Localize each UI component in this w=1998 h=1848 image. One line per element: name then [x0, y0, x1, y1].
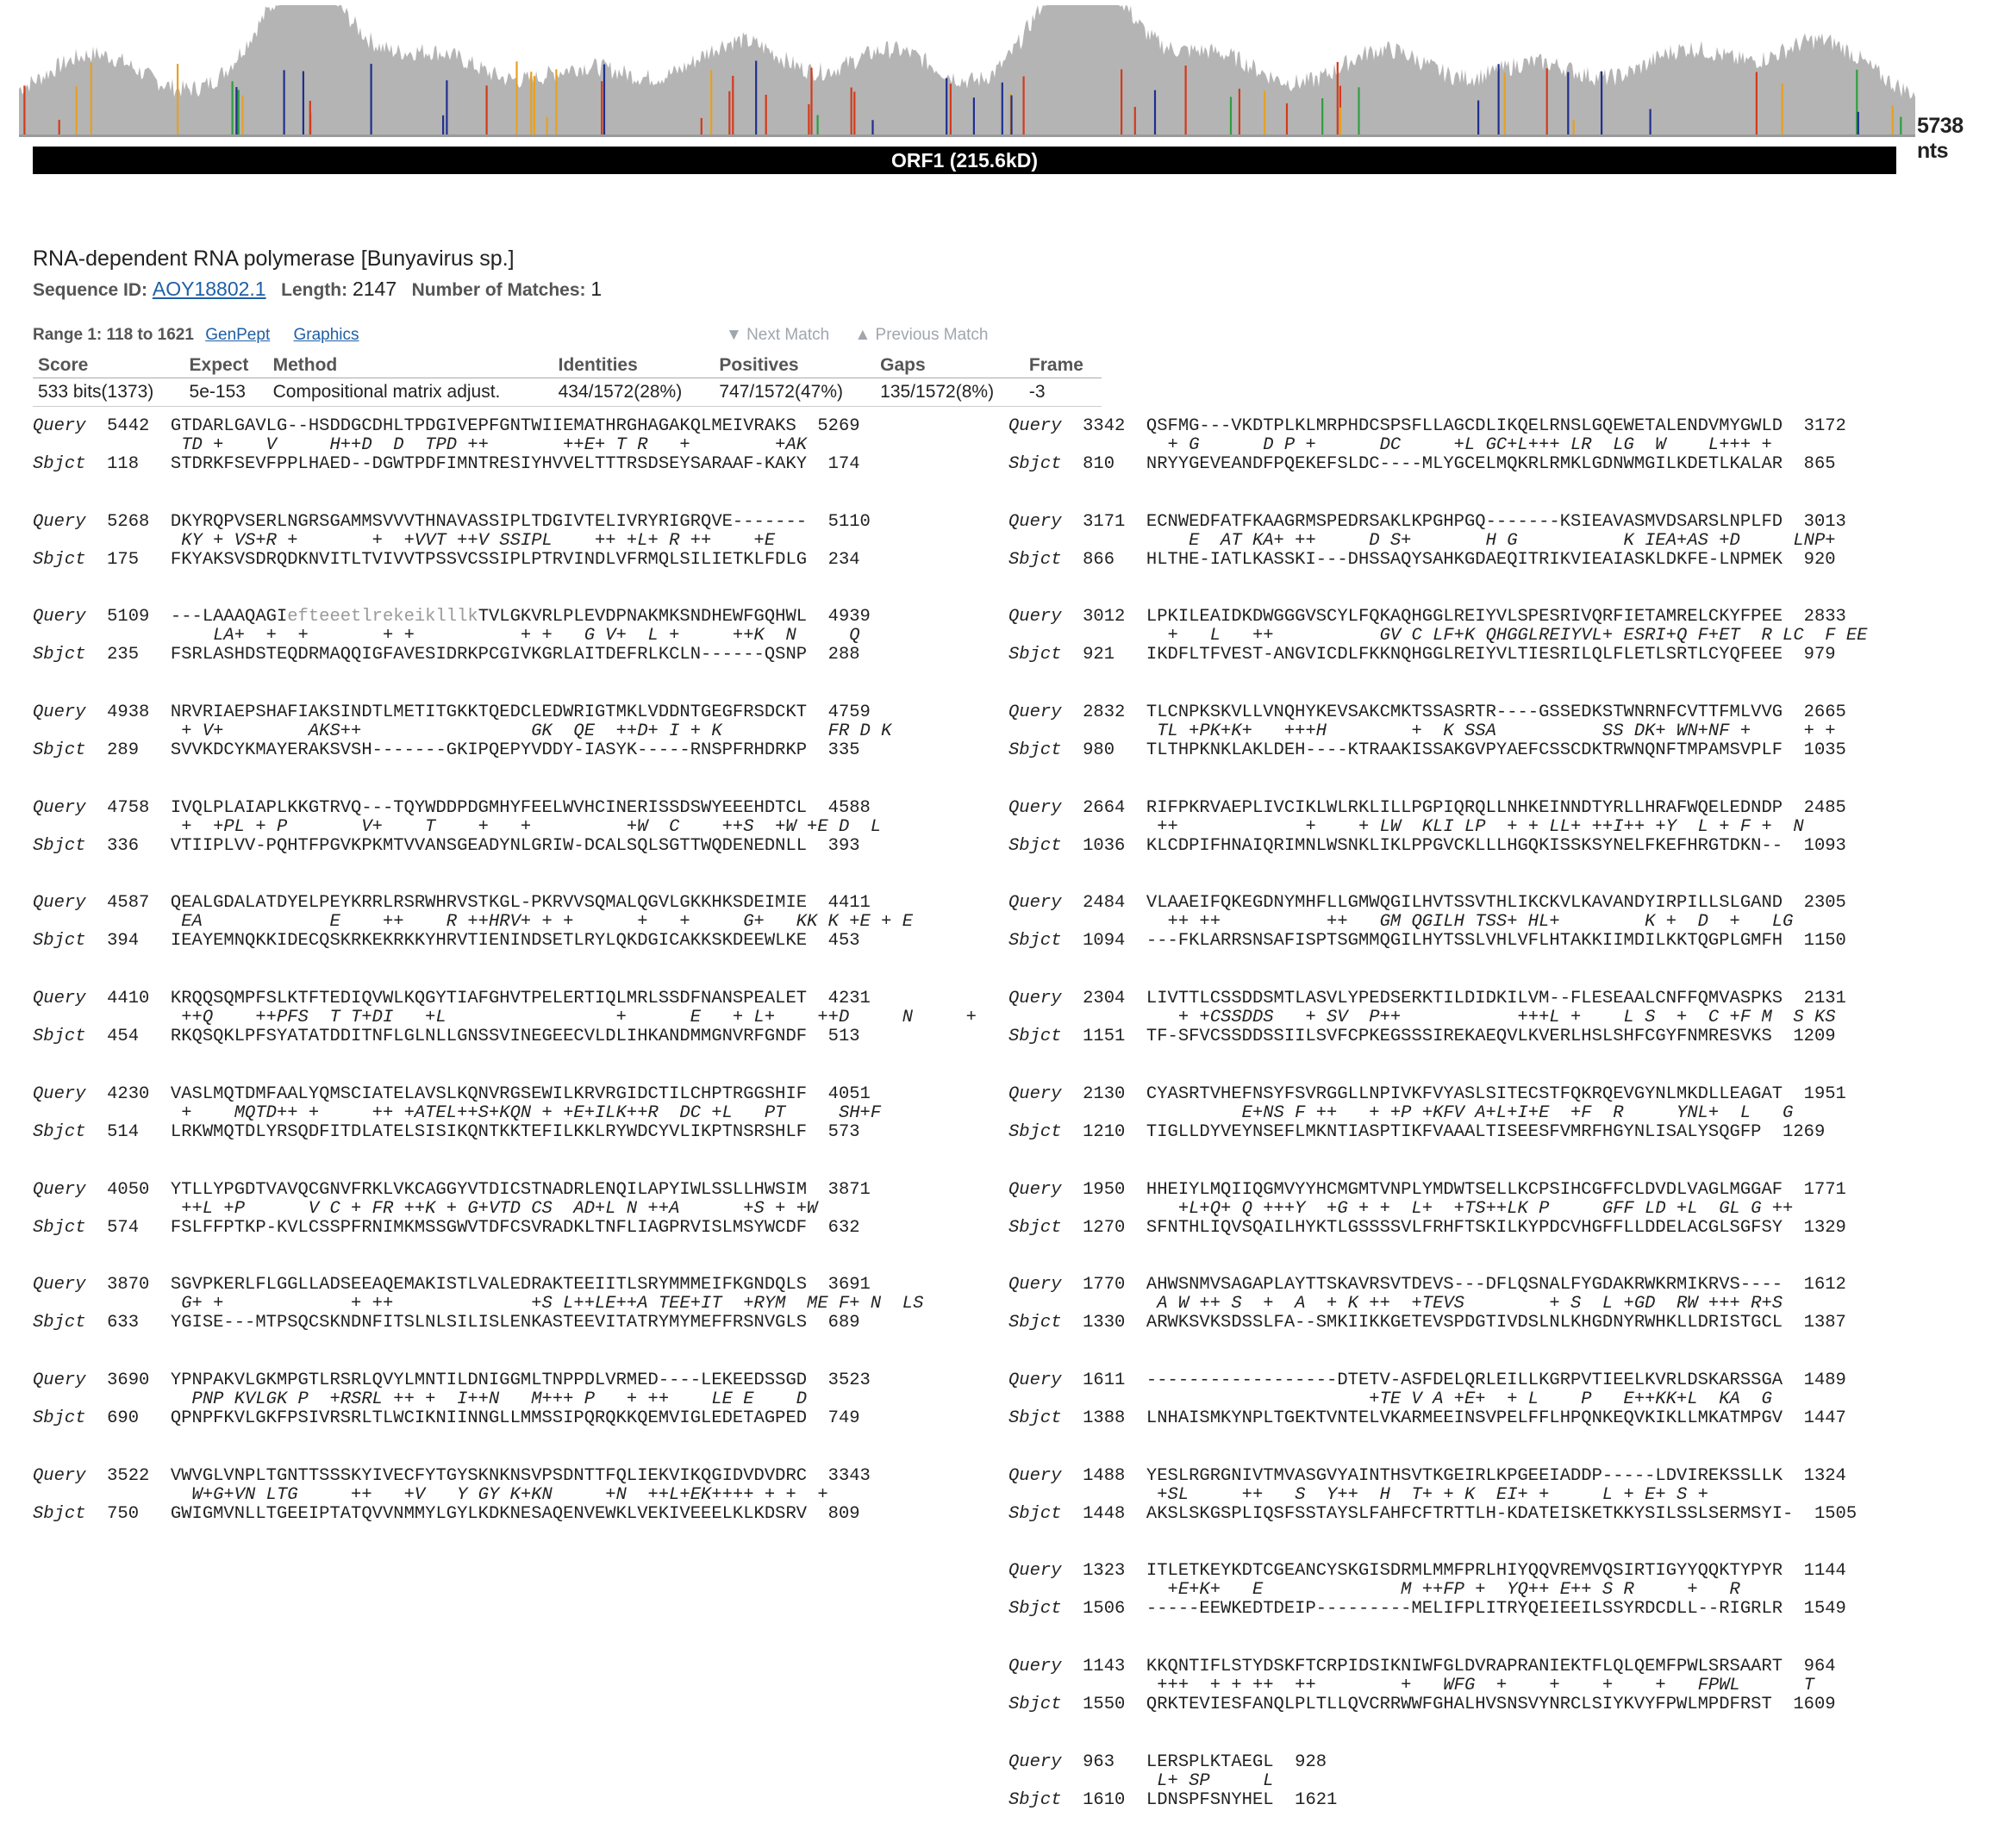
alignment-block: [1008, 1371, 1867, 1428]
variant-marker: [1892, 105, 1894, 134]
variant-marker: [1286, 103, 1288, 134]
alignment-block: [33, 417, 977, 474]
variant-marker: [973, 97, 975, 134]
alignment-block: [1008, 799, 1867, 856]
alignment-query-line: Query 1488 YESLRGRGNIVTMVASGVYAINTHSVTKGEIRLKPGEEIADDP-----LDVIREKSSLLK 1324: [1008, 1465, 1846, 1486]
coverage-baseline: [19, 134, 1915, 137]
alignment-sbjct-line: Sbjct 1151 TF-SFVCSSDDSSIILSVFCPKEGSSSIREKAEQVLKVERLHSLSHFCGYFNMRESVKS 1209: [1008, 1027, 1836, 1047]
alignment-sbjct-line: Sbjct 235 FSRLASHDSTEQDRMAQQIGFAVESIDRKPCGIVKGRLAITDEFRLKCLN------QSNP 288: [33, 645, 860, 665]
alignment-midline-line: +L+Q+ Q +++Y +G + + L+ +TS++LK P GFF LD +L GL G ++: [1008, 1198, 1794, 1219]
alignment-sbjct-line: Sbjct 175 FKYAKSVSDRQDKNVITLTVIVVTPSSVCSSIPLPTRVINDLVFRMQLSILIETKLFDLG 234: [33, 549, 860, 570]
alignment-midline-line: +E+K+ E M ++FP + YQ++ E++ S R + R: [1008, 1580, 1740, 1601]
alignment-query-line: Query 4410 KRQQSQMPFSLKTFTEDIQVWLKQGYTIAFGHVTPELERTIQLMRLSSDFNANSPEALET 4231: [33, 989, 871, 1009]
variant-marker: [810, 68, 812, 134]
variant-marker: [1358, 87, 1359, 134]
alignment-query-line: Query 4938 NRVRIAEPSHAFIAKSINDTLMETITGKKTQEDCLEDWRIGTMKLVDDNTGEGFRSDCKT 4759: [33, 702, 871, 723]
score-value-cell: 135/1572(8%): [875, 378, 1024, 407]
score-header-cell: Expect: [184, 353, 268, 378]
score-value-cell: 747/1572(47%): [714, 378, 875, 407]
score-table: [33, 353, 1102, 407]
alignment-sbjct-line: Sbjct 394 IEAYEMNQKKIDECQSKRKEKRKKYHRVTIENINDSETLRYLQKDGICAKKSKDEEWLKE 453: [33, 931, 860, 952]
variant-marker: [23, 85, 25, 134]
variant-marker: [91, 63, 92, 135]
alignment-column-right: [1008, 417, 1867, 1848]
alignment-midline-line: +++ + + ++ ++ + WFG + + + + FPWL T: [1008, 1675, 1814, 1695]
variant-marker: [1339, 108, 1341, 134]
alignment-query-line: Query 4230 VASLMQTDMFAALYQMSCIATELAVSLKQNVRGSEWILKRVRGIDCTILCHPTRGGSHIF 4051: [33, 1083, 871, 1104]
variant-marker: [1239, 89, 1240, 134]
alignment-midline-line: E AT KA+ ++ D S+ H G K IEA+AS +D LNP+: [1008, 530, 1836, 551]
variant-marker: [371, 64, 372, 134]
variant-marker: [755, 61, 757, 135]
variant-marker: [1010, 96, 1012, 134]
length-label: Length:: [281, 280, 348, 300]
variant-marker: [1650, 109, 1651, 135]
graphics-link[interactable]: Graphics: [293, 326, 359, 344]
alignment-query-line: Query 3171 ECNWEDFATFKAAGRMSPEDRSAKLKPGHPGQ-------KSIEAVASMVDSARSLNPLFD 3013: [1008, 511, 1846, 532]
variant-marker: [851, 88, 852, 135]
variant-marker: [701, 118, 702, 134]
variant-marker: [1154, 91, 1156, 134]
alignment-query-line: Query 2130 CYASRTVHEFNSYFSVRGGLLNPIVKFVYASLSITECSTFQKRQEVGYNLMKDLLEAGAT 1951: [1008, 1083, 1846, 1104]
alignment-midline-line: + L ++ GV C LF+K QHGGLREIYVL+ ESRI+Q F+ET R LC F EE: [1008, 626, 1868, 646]
alignment-block: [1008, 417, 1867, 474]
alignment-block: [1008, 1085, 1867, 1142]
alignment-midline-line: PNP KVLGK P +RSRL ++ + I++N M+++ P + ++ LE E D: [33, 1389, 808, 1409]
variant-marker: [442, 116, 444, 134]
alignment-block: [33, 990, 977, 1046]
variant-marker: [1601, 72, 1602, 134]
variant-marker: [765, 95, 767, 134]
alignment-sbjct-line: Sbjct 514 LRKWMQTDLYRSQDFITDLATELSISIKQNTKKTEFILKKLRYWDCYVLIKPTNSRSHLF 573: [33, 1121, 860, 1142]
variant-marker: [284, 70, 285, 134]
alignment-query-line: Query 4587 QEALGDALATDYELPEYKRRLRSRWHRVSTKGL-PKRVVSQMALQGVLGKKHKSDEIMIE 4411: [33, 893, 871, 914]
range-line: [33, 326, 372, 345]
alignment-block: [1008, 703, 1867, 760]
variant-marker: [534, 76, 535, 134]
alignment-block: [1008, 1181, 1867, 1238]
variant-marker: [235, 87, 237, 134]
alignment-midline-line: +SL ++ S Y++ H T+ + K EI+ + L + E+ S +: [1008, 1484, 1708, 1505]
variant-marker: [59, 120, 60, 134]
alignment-midline-line: TD + V H++D D TPD ++ ++E+ T R + +AK: [33, 435, 808, 455]
score-header-cell: Method: [268, 353, 553, 378]
variant-marker: [515, 61, 517, 134]
score-header-row: [33, 353, 1102, 378]
alignment-sbjct-line: Sbjct 289 SVVKDCYKMAYERAKSVSH-------GKIPQEPYVDDY-IASYK-----RNSPFRHDRKP 335: [33, 740, 860, 761]
variant-marker: [486, 85, 488, 134]
alignment-sbjct-line: Sbjct 1036 KLCDPIFHNAIQRIMNLWSNKLIKLPPGVCKLLLHGQKISSKSYNELFKEFHRGTDKN-- 1093: [1008, 835, 1846, 856]
matches-label: Number of Matches:: [411, 280, 586, 300]
alignment-sbjct-line: Sbjct 921 IKDFLTFVEST-ANGVICDLFKKNQHGGLREIYVLTIESRILQLFLETLSRTLCYQFEEE 979: [1008, 645, 1836, 665]
alignment-block: [1008, 1276, 1867, 1333]
alignment-query-line: Query 3012 LPKILEAIDKDWGGGVSCYLFQKAQHGGLREIYVLSPESRIVQRFIETAMRELCKYFPEE 2833: [1008, 607, 1846, 627]
previous-match-button[interactable]: ▲ Previous Match: [854, 326, 989, 344]
variant-marker: [1230, 97, 1232, 134]
variant-marker: [1121, 69, 1122, 134]
alignment-midline-line: G+ + + ++ +S L++LE++A TEE+IT +RYM ME F+ N LS: [33, 1294, 924, 1314]
alignment-block: [1008, 1467, 1867, 1524]
alignment-query-line: Query 3690 YPNPAKVLGKMPGTLRSRLQVYLMNTILDNIGGMLTNPPDLVRMED----LEKEEDSSGD 3523: [33, 1370, 871, 1390]
alignment-query-line: Query 2304 LIVTTLCSSDDSMTLASVLYPEDSERKTILDIDKILVM--FLESEAALCNFFQMVASPKS 2131: [1008, 989, 1846, 1009]
alignment-block: [33, 513, 977, 570]
variant-marker: [1185, 66, 1187, 134]
genpept-link[interactable]: GenPept: [205, 326, 271, 344]
alignment-sbjct-line: Sbjct 866 HLTHE-IATLKASSKI---DHSSAQYSAHKGDAEQITRIKVIEAIASKLDKFE-LNPMEK 920: [1008, 549, 1836, 570]
variant-marker: [1023, 77, 1025, 134]
variant-marker: [1567, 72, 1569, 134]
alignment-midline-line: + MQTD++ + ++ +ATEL++S+KQN + +E+ILK++R DC +L PT SH+F: [33, 1102, 882, 1123]
alignment-sbjct-line: Sbjct 1610 LDNSPFSNYHEL 1621: [1008, 1789, 1338, 1810]
alignment-block: [1008, 513, 1867, 570]
score-header-cell: Identities: [553, 353, 715, 378]
variant-marker: [309, 101, 311, 134]
alignment-query-line: Query 2664 RIFPKRVAEPLIVCIKLWLRKLILLPGPIQRQLLNHKEINNDTYRLLHRAFWQELEDNDP 2485: [1008, 797, 1846, 818]
alignment-query-line: Query 3342 QSFMG---VKDTPLKLMRPHDCSPSFLLAGCDLIKQELRNSLGQEWETALENDVMYGWLD 3172: [1008, 416, 1846, 436]
variant-marker: [555, 69, 557, 134]
alignment-sbjct-line: Sbjct 1094 ---FKLARRSNSAFISPTSGMMQGILHYTSSLVHLVFLHTAKKIIMDILKKTQGPLGMFH 1150: [1008, 931, 1846, 952]
variant-marker: [1782, 84, 1783, 134]
score-values-row: [33, 378, 1102, 407]
variant-marker: [76, 86, 78, 134]
alignment-query-line: Query 1323 ITLETKEYKDTCGEANCYSKGISDRMLMMFPRLHIYQQVREMVQSIRTIGYYQQKTYPYR 1144: [1008, 1561, 1846, 1582]
variant-marker: [1498, 64, 1500, 134]
alignment-query-line: Query 2832 TLCNPKSKVLLVNQHYKEVSAKCMKTSSASRTR----GSSEDKSTWNRNFCVTTFMLVVG 2665: [1008, 702, 1846, 723]
matches-value: 1: [590, 278, 603, 300]
alignment-query-line: Query 4050 YTLLYPGDTVAVQCGNVFRKLVKCAGGYVTDICSTNADRLENQILAPYIWLSSLLHWSIM 3871: [33, 1179, 871, 1200]
alignment-block: [33, 799, 977, 856]
variant-marker: [1264, 91, 1265, 135]
alignment-midline-line: KY + VS+R + + +VVT ++V SSIPL ++ +L+ R ++ +E: [33, 530, 776, 551]
alignment-midline-line: + V+ AKS++ GK QE ++D+ I + K FR D K: [33, 721, 892, 742]
alignment-sbjct-line: Sbjct 574 FSLFFPTKP-KVLCSSPFRNIMKMSSGWVTDFCSVRADKLTNFLIAGPRVISLMSYWCDF 632: [33, 1217, 860, 1238]
score-header-cell: Positives: [714, 353, 875, 378]
alignment-block: [33, 703, 977, 760]
sequence-id-link[interactable]: AOY18802.1: [152, 278, 266, 300]
alignment-block: [1008, 1753, 1867, 1810]
length-value: 2147: [352, 278, 397, 300]
next-match-button[interactable]: ▼ Next Match: [726, 326, 830, 344]
alignment-midline-line: EA E ++ R ++HRV+ + + + + G+ KK K +E + E: [33, 912, 914, 933]
variant-marker: [241, 96, 243, 134]
variant-marker: [1573, 120, 1575, 134]
alignment-block: [1008, 608, 1867, 665]
score-header-cell: Frame: [1024, 353, 1102, 378]
alignment-midline-line: +TE V A +E+ + L P E++KK+L KA G: [1008, 1389, 1772, 1409]
alignment-query-line: Query 3870 SGVPKERLFLGGLLADSEEAQEMAKISTLVALEDRAKTEEIITLSRYMMMEIFKGNDQLS 3691: [33, 1275, 871, 1295]
alignment-sbjct-line: Sbjct 454 RKQSQKLPFSYATATDDITNFLGLNLLGNSSVINEGEECVLDLIHKANDMMGNVRFGNDF 513: [33, 1027, 860, 1047]
alignment-sbjct-line: Sbjct 1388 LNHAISMKYNPLTGEKTVNTELVKARMEEINSVPELFFLHPQNKEQVKIKLLMKATMPGV 1447: [1008, 1408, 1846, 1428]
variant-marker: [1858, 112, 1859, 134]
variant-marker: [871, 120, 873, 134]
alignment-sbjct-line: Sbjct 1506 -----EEWKEDTDEIP---------MELIFPLITRYQEIEEILSSYRDCDLL--RIGRLR 1549: [1008, 1599, 1846, 1620]
alignment-midline-line: LA+ + + + + + + G V+ L + ++K N Q: [33, 626, 860, 646]
hit-meta: [33, 278, 602, 301]
score-header-cell: Score: [33, 353, 184, 378]
alignment-block: [33, 1276, 977, 1333]
alignment-midline-line: E+NS F ++ + +P +KFV A+L+I+E +F R YNL+ L G: [1008, 1102, 1794, 1123]
alignment-midline-line: W+G+VN LTG ++ +V Y GY K+KN +N ++L+EK++++ + + +: [33, 1484, 828, 1505]
variant-marker: [603, 65, 605, 134]
alignment-sbjct-line: Sbjct 1448 AKSLSKGSPLIQSFSSTAYSLFAHFCFTRTTLH-KDATEISKETKKYSILSSLSERMSYI- 1505: [1008, 1503, 1858, 1524]
alignment-sbjct-line: Sbjct 633 YGISE---MTPSQCSKNDNFITSLNLSILISLENKASTEEVITATRYMYMEFFRSNVGLS 689: [33, 1313, 860, 1333]
alignment-midline-line: L+ SP L: [1008, 1770, 1274, 1791]
hit-title: RNA-dependent RNA polymerase [Bunyavirus sp.]: [33, 247, 515, 271]
score-value-cell: Compositional matrix adjust.: [268, 378, 553, 407]
alignment-block: [1008, 894, 1867, 951]
variant-marker: [1321, 98, 1323, 134]
alignment-block: [33, 1371, 977, 1428]
sequence-id-label: Sequence ID:: [33, 280, 148, 300]
variant-marker: [853, 91, 855, 134]
variant-marker: [232, 81, 234, 134]
alignment-midline-line: A W ++ S + A + K ++ +TEVS + S L +GD RW +++ R+S: [1008, 1294, 1783, 1314]
alignment-sbjct-line: Sbjct 750 GWIGMVNLLTGEEIPTATQVVNMMYLGYLKDKNESAQENVEWKLVEKIVEEELKLKDSRV 809: [33, 1503, 860, 1524]
alignment-column-left: [33, 417, 977, 1562]
alignment-query-line: Query 1143 KKQNTIFLSTYDSKFTCRPIDSIKNIWFGLDVRAPRANIEKTFLQLQEMFPWLSRSAART 964: [1008, 1656, 1836, 1676]
variant-marker: [530, 72, 532, 134]
alignment-query-line: Query 3522 VWVGLVNPLTGNTTSSSKYIVECFYTGYSKNKNSVPSDNTTFQLIEKVIKQGIDVDVDRC 3343: [33, 1465, 871, 1486]
variant-marker: [1337, 62, 1339, 134]
alignment-query-line: Query 4758 IVQLPLAIAPLKKGTRVQ---TQYWDDPDGMHYFEELWVHCINERISSDSWYEEEHDTCL 4588: [33, 797, 871, 818]
alignment-sbjct-line: Sbjct 118 STDRKFSEVFPPLHAED--DGWTPDFIMNTRESIYHVVELTTTRSDSEYSARAAF-KAKY 174: [33, 454, 860, 474]
alignment-midline-line: + G D P + DC +L GC+L+++ LR LG W L+++ +: [1008, 435, 1772, 455]
variant-marker: [1504, 72, 1506, 134]
alignment-midline-line: ++ ++ ++ GM QGILH TSS+ HL+ K + D + LG: [1008, 912, 1794, 933]
alignment-block: [33, 1085, 977, 1142]
alignment-block: [1008, 1562, 1867, 1619]
variant-marker: [1756, 72, 1758, 134]
variant-marker: [1134, 107, 1136, 134]
alignment-block: [33, 1467, 977, 1524]
score-value-cell: -3: [1024, 378, 1102, 407]
alignment-block: [33, 1181, 977, 1238]
alignment-sbjct-line: Sbjct 336 VTIIPLVV-PQHTFPGVKPKMTVVANSGEADYNLGRIW-DCALSQLSGTTWQDENEDNLL 393: [33, 835, 860, 856]
variant-marker: [728, 91, 730, 134]
alignment-sbjct-line: Sbjct 1210 TIGLLDYVEYNSEFLMKNTIASPTIKFVAAALTISEESFVMRFHGYNLISALYSQGFP 1269: [1008, 1121, 1826, 1142]
variant-marker: [1477, 101, 1479, 135]
alignment-midline-line: TL +PK+K+ +++H + K SSA SS DK+ WN+NF + + +: [1008, 721, 1836, 742]
variant-marker: [950, 84, 952, 134]
alignment-query-line: Query 5109 ---LAAAQAGIefteeetlrekeiklllkTVLGKVRLPLEVDPNAKMKSNDHEWFGQHWL 4939: [33, 607, 871, 627]
variant-marker: [732, 76, 734, 134]
alignment-midline-line: + +PL + P V+ T + + +W C ++S +W +E D L: [33, 816, 882, 837]
alignment-sbjct-line: Sbjct 980 TLTHPKNKLAKLDEH----KTRAAKISSAKGVPYAEFCSSCDKTRWNQNFTMPAMSVPLF 1035: [1008, 740, 1846, 761]
alignment-block: [33, 608, 977, 665]
variant-marker: [238, 90, 240, 134]
variant-marker: [546, 117, 548, 135]
alignment-query-line: Query 1770 AHWSNMVSAGAPLAYTTSKAVRSVTDEVS---DFLQSNALFYGDAKRWKRMIKRVS---- 1612: [1008, 1275, 1846, 1295]
variant-marker: [446, 80, 447, 134]
variant-marker: [946, 78, 947, 134]
orf-bar[interactable]: [33, 147, 1896, 174]
match-navigation: [726, 326, 1008, 345]
score-header-cell: Gaps: [875, 353, 1024, 378]
score-value-cell: 5e-153: [184, 378, 268, 407]
alignment-block: [1008, 1658, 1867, 1714]
variant-marker: [817, 116, 819, 135]
variant-marker: [177, 64, 178, 134]
orf-label: ORF1 (215.6kD): [890, 149, 1038, 172]
variant-marker: [1002, 83, 1003, 134]
alignment-sbjct-line: Sbjct 1270 SFNTHLIQVSQAILHYKTLGSSSSVLFRHFTSKILKYPDCVHGFFLLDDELACGLSGFSY 1329: [1008, 1217, 1846, 1238]
variant-marker: [303, 72, 304, 135]
alignment-sbjct-line: Sbjct 1550 QRKTEVIESFANQLPLTLLQVCRRWWFGHALHVSNSVYNRCLSIYKVYFPWLMPDFRST 1609: [1008, 1694, 1836, 1714]
alignment-sbjct-line: Sbjct 690 QPNPFKVLGKFPSIVRSRLTLWCIKNIINNGLLMMSSIPQRQKKQEMVIGLEDETAGPED 749: [33, 1408, 860, 1428]
variant-marker: [1900, 117, 1901, 135]
score-value-cell: 533 bits(1373): [33, 378, 184, 407]
alignment-query-line: Query 1611 ------------------DTETV-ASFDELQRLEILLKGRPVTIEELKVRLDSKARSSGA 1489: [1008, 1370, 1846, 1390]
alignment-query-line: Query 963 LERSPLKTAEGL 928: [1008, 1751, 1327, 1772]
coverage-graphic: [19, 0, 1915, 140]
alignment-block: [33, 894, 977, 951]
sequence-length-label: 5738 nts: [1917, 114, 1964, 163]
variant-marker: [710, 70, 712, 134]
alignment-midline-line: ++Q ++PFS T T+DI +L + E + L+ ++D N +: [33, 1008, 977, 1028]
variant-marker: [601, 81, 603, 134]
alignment-query-line: Query 5268 DKYRQPVSERLNGRSGAMMSVVVTHNAVASSIPLTDGIVTELIVRYRIGRQVE------- 5110: [33, 511, 871, 532]
variant-marker: [1546, 68, 1548, 134]
alignment-sbjct-line: Sbjct 1330 ARWKSVKSDSSLFA--SMKIIKKGETEVSPDGTIVDSLNLKHGDNYRWHKLLDRISTGCL 1387: [1008, 1313, 1846, 1333]
alignment-block: [1008, 990, 1867, 1046]
range-label: Range 1: 118 to 1621: [33, 326, 194, 344]
alignment-midline-line: ++L +P V C + FR ++K + G+VTD CS AD+L N ++A +S + +W: [33, 1198, 818, 1219]
alignment-midline-line: + +CSSDDS + SV P++ +++L + L S + C +F M S KS: [1008, 1008, 1836, 1028]
score-value-cell: 434/1572(28%): [553, 378, 715, 407]
alignment-sbjct-line: Sbjct 810 NRYYGEVEANDFPQEKEFSLDC----MLYGCELMQKRLRMKLGDNWMGILKDETLKALAR 865: [1008, 454, 1836, 474]
alignment-query-line: Query 2484 VLAAEIFQKEGDNYMHFLLGMWQGILHVTSSVTHLIKCKVLKAVANDYIRPILLSLGAND 2305: [1008, 893, 1846, 914]
alignment-midline-line: ++ + + LW KLI LP + + LL+ ++I++ +Y L + F + N: [1008, 816, 1804, 837]
alignment-query-line: Query 5442 GTDARLGAVLG--HSDDGCDHLTPDGIVEPFGNTWIIEMATHRGHAGAKQLMEIVRAKS 5269: [33, 416, 860, 436]
alignment-query-line: Query 1950 HHEIYLMQIIQGMVYYHCMGMTVNPLYMDWTSELLKCPSIHCGFFCLDVDLVAGLMGGAF 1771: [1008, 1179, 1846, 1200]
variant-marker: [808, 104, 809, 134]
